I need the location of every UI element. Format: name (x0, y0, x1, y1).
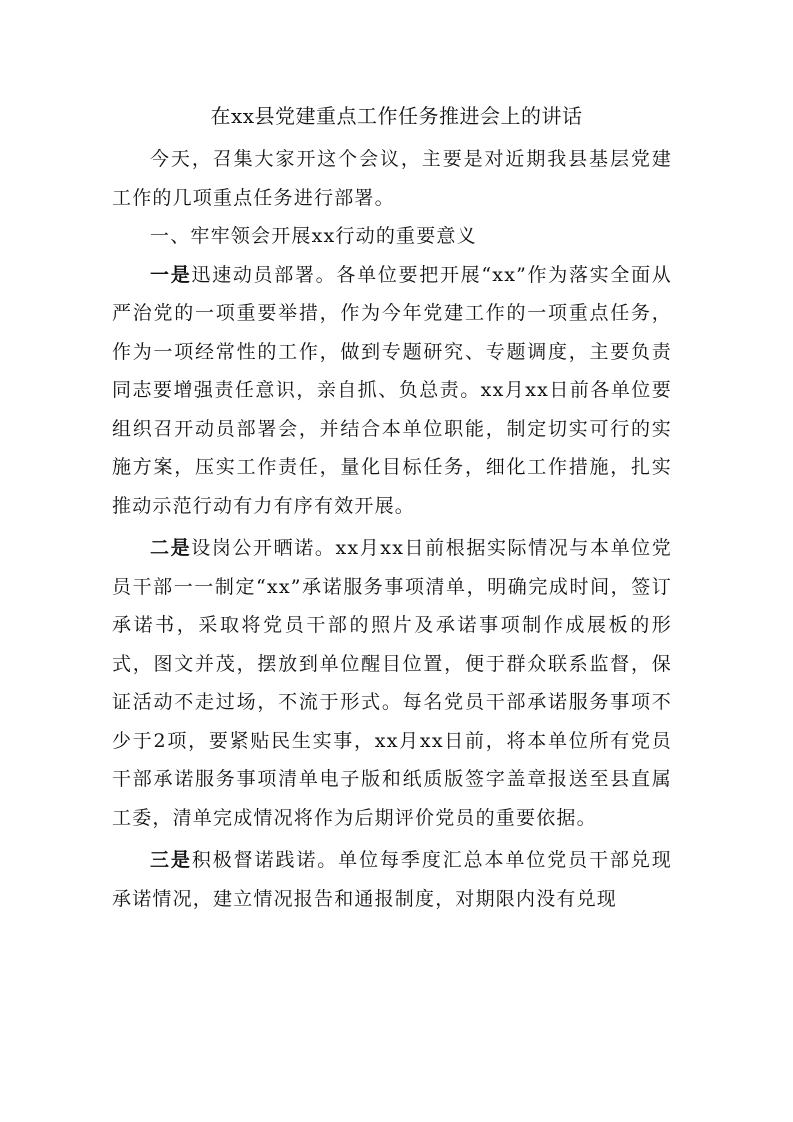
section-heading (112, 217, 672, 256)
paragraph-lead: 一是 (150, 263, 192, 286)
paragraph-text: 设岗公开晒诺。xx月xx日前根据实际情况与本单位党员干部一一制定“xx”承诺服务事项清单，明确完成时间，签订承诺书，采取将党员干部的照片及承诺事项制作成展板的形式，图文并茂，摆放到单位醒目位置，便于群众联系监督，保证活动不走过场，不流于形式。每名党员干部承诺服务事项不少于2项，要紧贴民生实事，xx月xx日前，将本单位所有党员干部承诺服务事项清单电子版和纸质版签字盖章报送至县直属工委，清单完成情况将作为后期评价党员的重要依据。 (112, 537, 672, 829)
paragraph-point-2 (112, 529, 672, 837)
paragraph-lead: 二是 (150, 537, 192, 559)
paragraph-point-3 (112, 841, 672, 918)
paragraph-intro (112, 140, 672, 217)
paragraph-text: 迅速动员部署。各单位要把开展“xx”作为落实全面从严治党的一项重要举措，作为今年党建工作的一项重点任务，作为一项经常性的工作，做到专题研究、专题调度，主要负责同志要增强责任意识，亲自抓、负总责。xx月xx日前各单位要组织召开动员部署会，并结合本单位职能，制定切实可行的实施方案，压实工作责任，量化目标任务，细化工作措施，扎实推动示范行动有力有序有效开展。 (112, 263, 672, 517)
document-title: 在xx县党建重点工作任务推进会上的讲话 (210, 104, 583, 128)
section-heading-text: 一、牢牢领会开展xx行动的重要意义 (150, 225, 477, 247)
paragraph-text: 今天，召集大家开这个会议，主要是对近期我县基层党建工作的几项重点任务进行部署。 (112, 148, 672, 209)
document-body (112, 140, 672, 918)
paragraph-lead: 三是 (150, 849, 192, 871)
paragraph-point-1 (112, 256, 672, 526)
paragraph-text: 积极督诺践诺。单位每季度汇总本单位党员干部兑现承诺情况，建立情况报告和通报制度，对期限内没有兑现 (112, 849, 672, 910)
